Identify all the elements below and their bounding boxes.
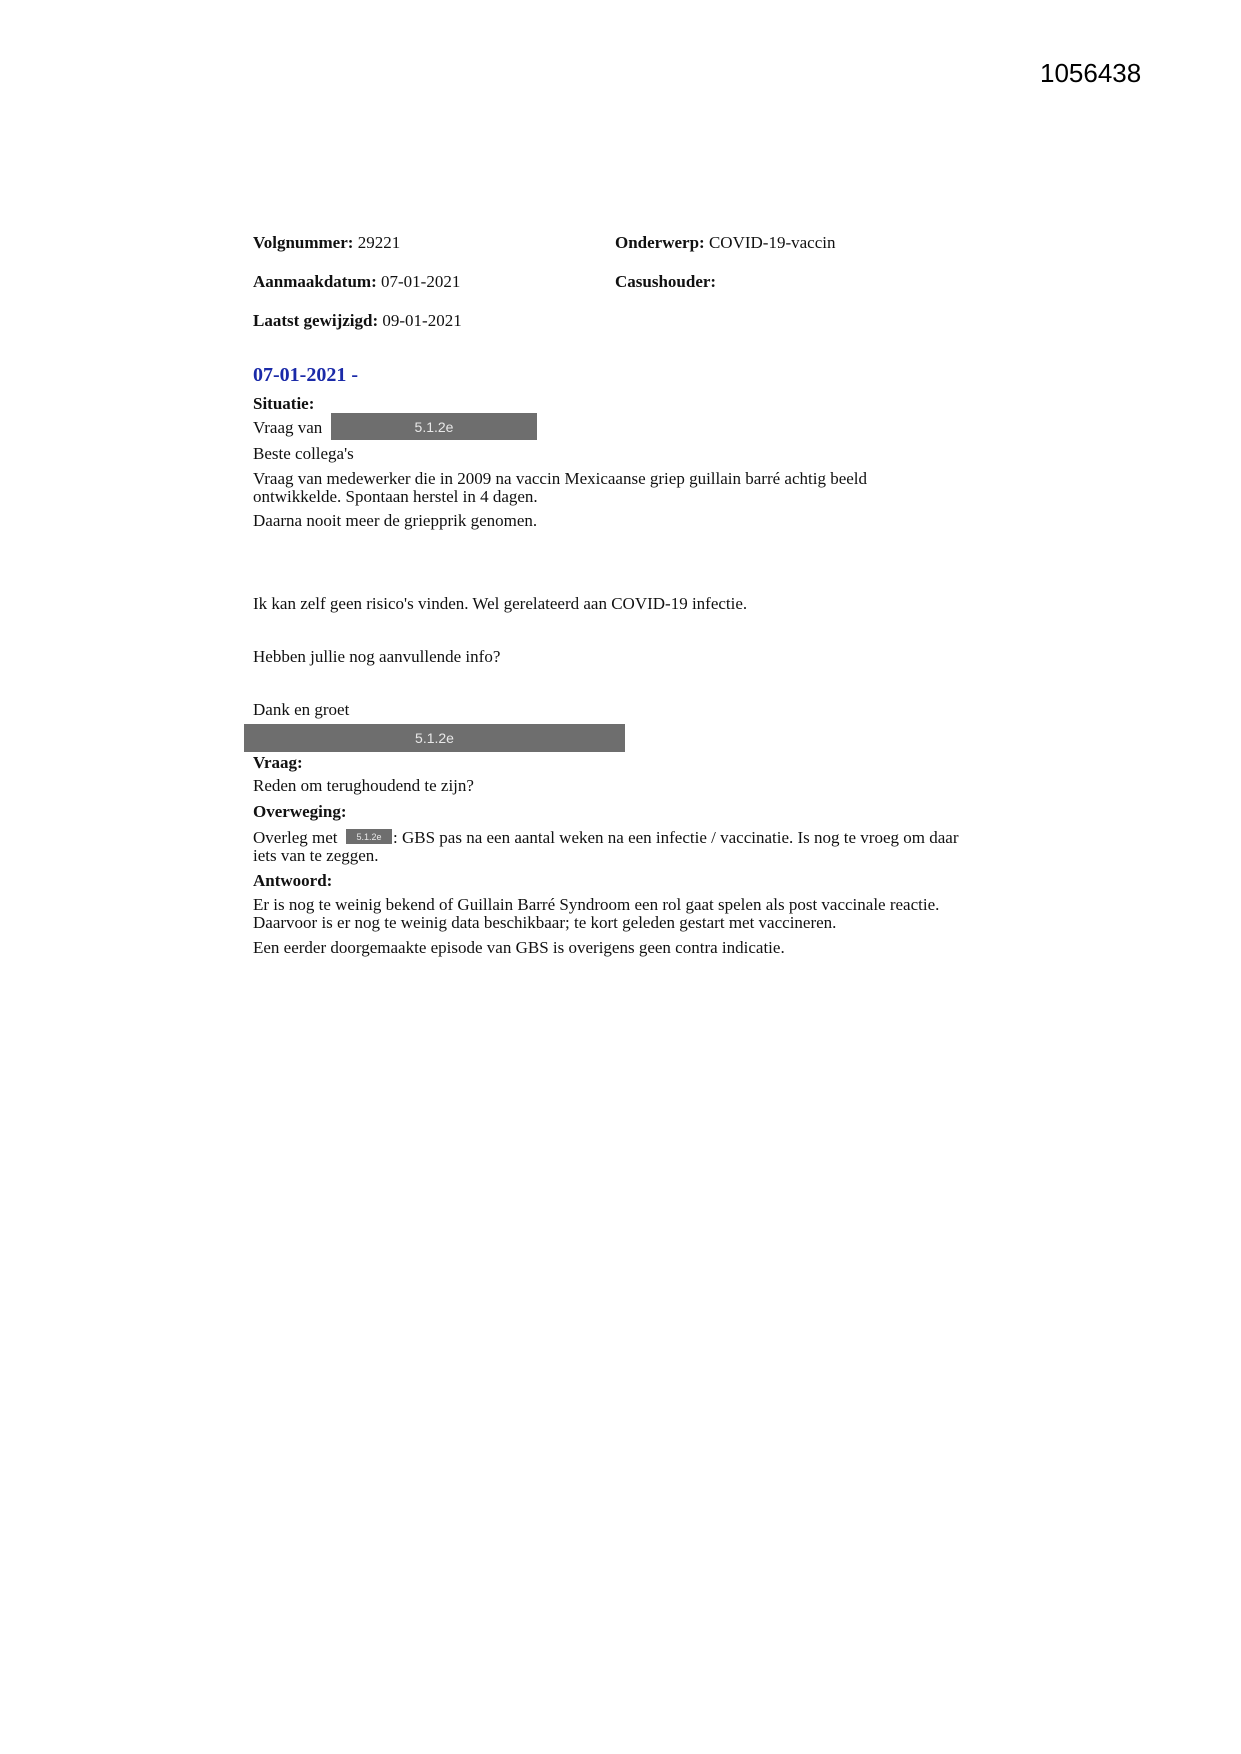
laatst-gewijzigd-label: Laatst gewijzigd: <box>253 311 379 330</box>
redaction-box-inline: 5.1.2e <box>346 829 392 844</box>
overleg-prefix: Overleg met <box>253 828 338 847</box>
laatst-gewijzigd-field <box>253 311 462 331</box>
onderwerp-field <box>615 233 835 253</box>
volgnummer-field <box>253 233 400 253</box>
vraag-van-text: Vraag van <box>253 418 323 437</box>
casushouder-label: Casushouder: <box>615 272 717 291</box>
overleg-text-line-2: iets van te zeggen. <box>253 846 379 865</box>
body-line-4: Ik kan zelf geen risico's vinden. Wel gerelateerd aan COVID-19 infectie. <box>253 594 748 613</box>
aanmaakdatum-label: Aanmaakdatum: <box>253 272 377 291</box>
body-line-3: Daarna nooit meer de griepprik genomen. <box>253 511 538 530</box>
body-line-5: Hebben jullie nog aanvullende info? <box>253 647 501 666</box>
body-line-2: ontwikkelde. Spontaan herstel in 4 dagen. <box>253 487 538 506</box>
volgnummer-label: Volgnummer: <box>253 233 354 252</box>
onderwerp-value: COVID-19-vaccin <box>708 233 836 252</box>
overweging-heading: Overweging: <box>253 802 347 821</box>
body-line-1: Vraag van medewerker die in 2009 na vaccin Mexicaanse griep guillain barré achtig beeld <box>253 469 868 488</box>
onderwerp-label: Onderwerp: <box>615 233 705 252</box>
document-number: 1056438 <box>1040 58 1142 88</box>
antwoord-line-2: Daarvoor is er nog te weinig data beschikbaar; te kort geleden gestart met vaccineren. <box>253 913 837 932</box>
sign-off-text: Dank en groet <box>253 700 350 719</box>
redaction-box-signature: 5.1.2e <box>244 724 625 752</box>
vraag-text: Reden om terughoudend te zijn? <box>253 776 474 795</box>
vraag-heading: Vraag: <box>253 753 303 772</box>
antwoord-line-1: Er is nog te weinig bekend of Guillain Barré Syndroom een rol gaat spelen als post vaccinale reactie. <box>253 895 940 914</box>
entry-date: 07-01-2021 - <box>253 364 358 386</box>
volgnummer-value: 29221 <box>357 233 401 252</box>
aanmaakdatum-value: 07-01-2021 <box>381 272 461 291</box>
overleg-text: : GBS pas na een aantal weken na een infectie / vaccinatie. Is nog te vroeg om daar <box>393 828 959 847</box>
redaction-box: 5.1.2e <box>331 413 537 440</box>
antwoord-heading: Antwoord: <box>253 871 333 890</box>
antwoord-line-3: Een eerder doorgemaakte episode van GBS is overigens geen contra indicatie. <box>253 938 785 957</box>
aanmaakdatum-field <box>253 272 460 292</box>
laatst-gewijzigd-value: 09-01-2021 <box>382 311 462 330</box>
casushouder-field <box>615 272 716 292</box>
situatie-heading: Situatie: <box>253 394 315 413</box>
greeting-text: Beste collega's <box>253 444 354 463</box>
